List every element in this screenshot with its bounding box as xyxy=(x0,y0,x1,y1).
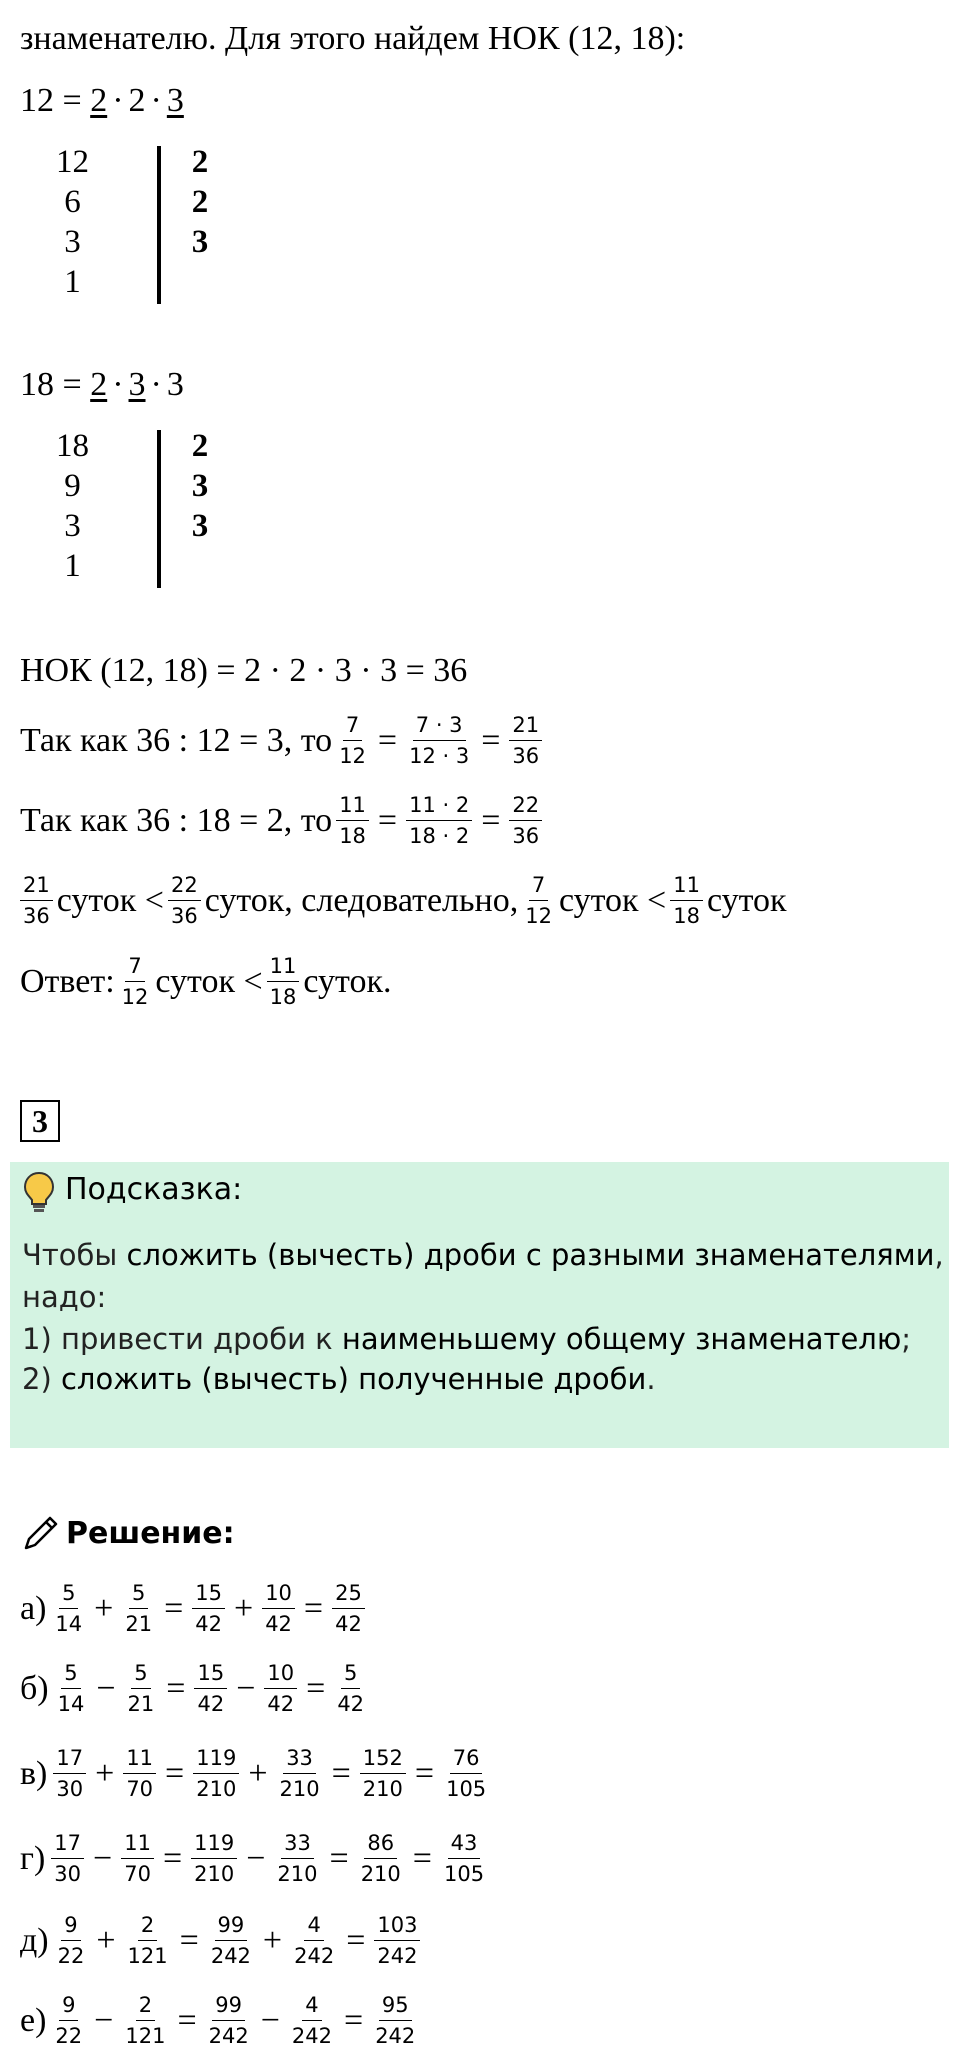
divisor: 3 xyxy=(191,224,209,260)
text: суток < xyxy=(56,881,164,919)
operator: = xyxy=(306,1669,326,1707)
text: суток. xyxy=(303,962,392,1000)
fraction: $\frac{21}{36}$ xyxy=(20,872,53,930)
fraction: $\frac{5}{14}$ xyxy=(55,1581,83,1637)
operator: + xyxy=(248,1754,268,1792)
dividend: 3 xyxy=(64,508,81,544)
fraction: $\frac{95}{242}$ xyxy=(375,1993,416,2049)
fraction: $\frac{99}{242}$ xyxy=(208,1993,249,2049)
fraction: $\frac{2}{121}$ xyxy=(125,1993,166,2049)
operator: − xyxy=(246,1839,266,1877)
factorization-12-equation xyxy=(20,82,184,120)
since-line-1: Так как 36 : 12 = 3, то $\frac{7}{12}$ = $\frac{7 \cdot 3}{12 \cdot 3}$ = $\frac{21}{36}$ xyxy=(20,712,546,770)
fraction: $\frac{7}{12}$ xyxy=(339,713,366,769)
solution-row xyxy=(20,1745,493,1803)
eq-factor: 3 xyxy=(166,82,184,119)
fraction: $\frac{2}{121}$ xyxy=(127,1913,168,1969)
dividend: 9 xyxy=(64,468,81,504)
fraction: $\frac{7 \cdot 3}{12 \cdot 3}$ xyxy=(409,713,470,769)
operator: + xyxy=(234,1589,254,1627)
dividend: 3 xyxy=(64,224,81,260)
eq-factor: 3 xyxy=(166,366,184,403)
operator: = xyxy=(179,1921,199,1959)
fraction: $\frac{17}{30}$ xyxy=(53,1745,86,1803)
text: суток < xyxy=(558,881,667,919)
solution-title: Решение: xyxy=(66,1515,235,1551)
divisor: 2 xyxy=(191,144,209,180)
fraction: $\frac{9}{22}$ xyxy=(57,1913,85,1969)
operator: = xyxy=(344,2001,364,2039)
solution-header xyxy=(20,1512,235,1554)
fraction: $\frac{15}{42}$ xyxy=(194,1660,227,1718)
fraction: $\frac{33}{210}$ xyxy=(279,1746,320,1802)
fraction: $\frac{11}{18}$ xyxy=(670,872,703,930)
operator: − xyxy=(94,2001,114,2039)
hint-line-4: 2) сложить (вычесть) полученные дроби. xyxy=(22,1362,656,1396)
hint-line-1: Чтобы сложить (вычесть) дроби с разными знаменателями, xyxy=(22,1238,944,1272)
fraction: $\frac{22}{36}$ xyxy=(168,872,201,930)
hint-line-2: надо: xyxy=(22,1280,107,1314)
dividend: 1 xyxy=(64,548,81,584)
dot: · xyxy=(150,82,162,119)
dividend: 12 xyxy=(56,144,89,180)
factorization-18-table xyxy=(25,428,245,588)
fraction: $\frac{11}{70}$ xyxy=(121,1830,154,1888)
dividend: 1 xyxy=(64,264,81,300)
since-text: Так как 36 : 12 = 3, то xyxy=(20,721,333,759)
fraction: $\frac{76}{105}$ xyxy=(446,1746,487,1802)
divisor: 2 xyxy=(191,428,209,464)
solution-row xyxy=(20,1660,371,1718)
solution-row xyxy=(20,1580,369,1638)
fraction: $\frac{5}{42}$ xyxy=(337,1661,365,1717)
solution-row xyxy=(20,1912,424,1970)
fraction: $\frac{119}{210}$ xyxy=(191,1830,237,1888)
operator: = xyxy=(164,1589,184,1627)
operator: = xyxy=(177,2001,197,2039)
solution-label: в) xyxy=(20,1754,48,1792)
dot: · xyxy=(112,82,124,119)
dot: · xyxy=(112,366,124,403)
operator: − xyxy=(260,2001,280,2039)
operator: + xyxy=(95,1754,115,1792)
fraction: $\frac{99}{242}$ xyxy=(210,1913,251,1969)
operator: = xyxy=(166,1669,186,1707)
operator: + xyxy=(262,1921,283,1959)
fraction: $\frac{11 \cdot 2}{18 \cdot 2}$ xyxy=(406,792,472,850)
text: суток xyxy=(706,881,787,919)
solution-label: г) xyxy=(20,1839,46,1877)
eq-factor: 2 xyxy=(128,82,146,119)
comparison-line xyxy=(16,872,787,930)
fraction: $\frac{4}{242}$ xyxy=(294,1913,335,1969)
pencil-icon xyxy=(20,1512,62,1554)
factorization-12-table xyxy=(25,144,245,304)
eq-lhs: 12 = xyxy=(20,82,82,119)
eq-factor: 2 xyxy=(90,366,108,403)
fraction: $\frac{7}{12}$ xyxy=(121,954,149,1010)
lcm-line: НОК (12, 18) = 2 · 2 · 3 · 3 = 36 xyxy=(20,652,468,689)
operator: = xyxy=(162,1839,183,1877)
fraction: $\frac{21}{36}$ xyxy=(509,712,542,770)
answer-line xyxy=(20,953,391,1011)
operator: − xyxy=(93,1839,113,1877)
operator: = xyxy=(303,1589,324,1627)
since-text: Так как 36 : 18 = 2, то xyxy=(20,801,333,839)
fraction: $\frac{152}{210}$ xyxy=(360,1745,406,1803)
fraction: $\frac{4}{242}$ xyxy=(291,1993,332,2049)
solution-label: д) xyxy=(20,1921,49,1959)
solution-label: а) xyxy=(20,1589,47,1627)
fraction: $\frac{22}{36}$ xyxy=(509,792,542,850)
since-line-2: Так как 36 : 18 = 2, то $\frac{11}{18}$ = $\frac{11 \cdot 2}{18 \cdot 2}$ = $\frac{22}{36}$ xyxy=(20,792,546,850)
fraction: $\frac{10}{42}$ xyxy=(264,1660,297,1718)
operator: = xyxy=(329,1839,349,1877)
factorization-18-equation xyxy=(20,366,184,404)
fraction: $\frac{11}{70}$ xyxy=(123,1745,156,1803)
divisor: 3 xyxy=(191,508,209,544)
operator: = xyxy=(346,1921,366,1959)
hint-line-3: 1) привести дроби к наименьшему общему знаменателю; xyxy=(22,1322,912,1356)
operator: + xyxy=(94,1589,114,1627)
fraction: $\frac{5}{21}$ xyxy=(125,1581,153,1637)
fraction: $\frac{9}{22}$ xyxy=(55,1993,83,2049)
fraction: $\frac{11}{18}$ xyxy=(336,792,369,850)
fraction: $\frac{7}{12}$ xyxy=(525,873,552,929)
operator: − xyxy=(96,1669,116,1707)
operator: = xyxy=(414,1754,435,1792)
hint-box xyxy=(10,1162,949,1448)
operator: = xyxy=(165,1754,185,1792)
dot: · xyxy=(150,366,162,403)
solution-row xyxy=(20,1992,422,2050)
fraction: $\frac{33}{210}$ xyxy=(277,1831,318,1887)
operator: − xyxy=(236,1669,256,1707)
solution-row xyxy=(20,1830,491,1888)
text: суток < xyxy=(155,962,263,1000)
fraction: $\frac{17}{30}$ xyxy=(51,1830,84,1888)
solution-label: е) xyxy=(20,2001,47,2039)
dividend: 18 xyxy=(56,428,89,464)
divisor: 3 xyxy=(191,468,209,504)
fraction: $\frac{25}{42}$ xyxy=(332,1580,365,1638)
intro-text: знаменателю. Для этого найдем НОК (12, 18): xyxy=(20,20,686,57)
divisor: 2 xyxy=(191,184,209,220)
hint-title: Подсказка: xyxy=(65,1172,243,1207)
operator: = xyxy=(412,1839,432,1877)
fraction: $\frac{11}{18}$ xyxy=(267,953,300,1011)
solution-label: б) xyxy=(20,1669,49,1707)
fraction: $\frac{5}{21}$ xyxy=(127,1661,155,1717)
answer-label: Ответ: xyxy=(20,962,115,1000)
operator: + xyxy=(96,1921,116,1959)
eq-lhs: 18 = xyxy=(20,366,82,403)
operator: = xyxy=(331,1754,351,1792)
text: суток, следовательно, xyxy=(204,881,519,919)
task-number-box: 3 xyxy=(20,1100,60,1142)
fraction: $\frac{103}{242}$ xyxy=(374,1912,420,1970)
fraction: $\frac{10}{42}$ xyxy=(262,1580,295,1638)
fraction: $\frac{5}{14}$ xyxy=(57,1661,85,1717)
fraction: $\frac{119}{210}$ xyxy=(193,1745,239,1803)
fraction: $\frac{43}{105}$ xyxy=(443,1831,485,1887)
lightbulb-icon xyxy=(22,1170,56,1214)
fraction: $\frac{86}{210}$ xyxy=(360,1831,401,1887)
dividend: 6 xyxy=(64,184,81,220)
eq-factor: 3 xyxy=(128,366,146,403)
fraction: $\frac{15}{42}$ xyxy=(192,1580,225,1638)
eq-factor: 2 xyxy=(90,82,108,119)
